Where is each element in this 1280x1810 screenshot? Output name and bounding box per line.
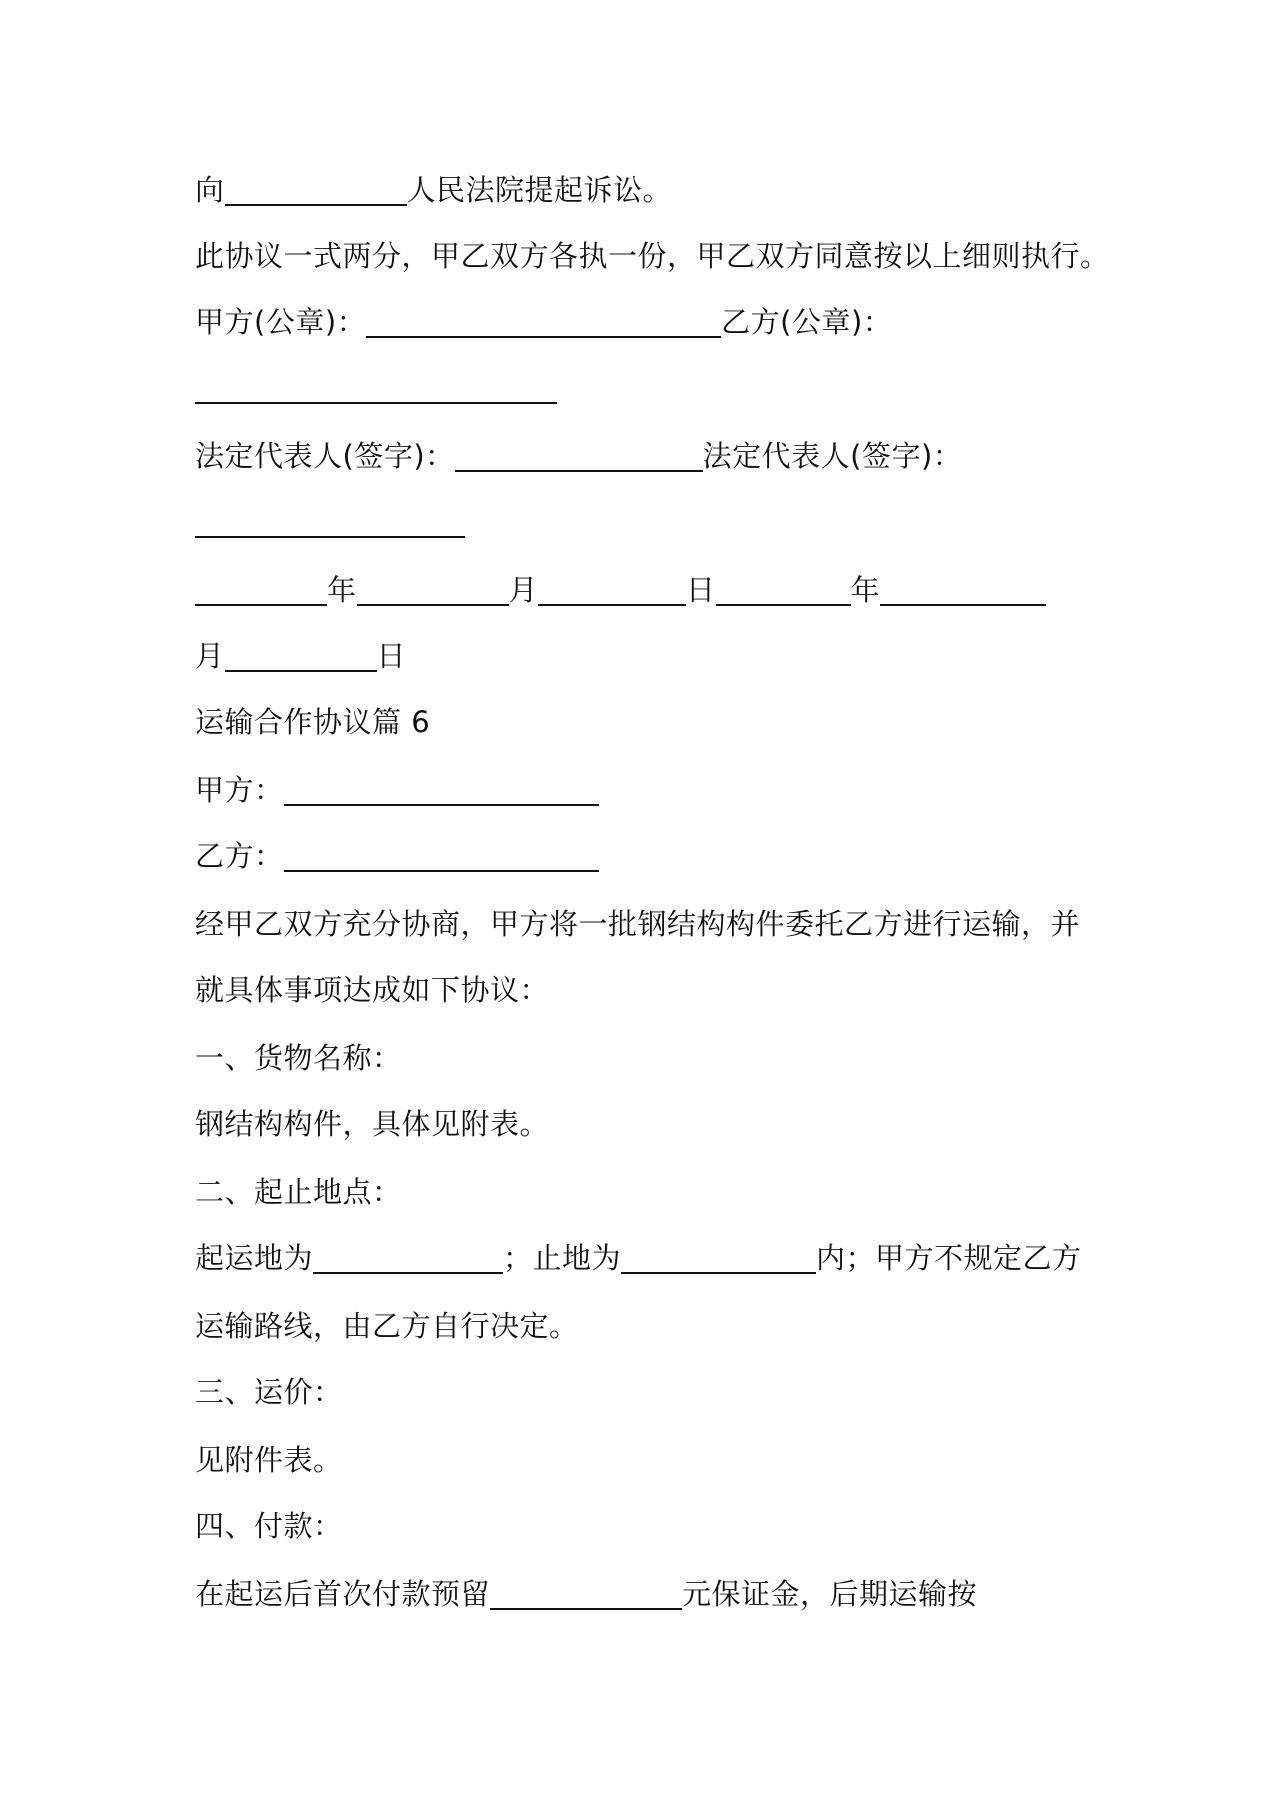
party-b-line	[195, 836, 599, 876]
blank-party-a	[284, 774, 599, 806]
blank-party-a-seal	[366, 306, 721, 338]
text-route-note: 内；甲方不规定乙方	[816, 1241, 1082, 1275]
label-day-b: 日	[376, 639, 407, 673]
label-party-b-rep: 法定代表人(签字)：	[702, 439, 963, 473]
label-day-a: 日	[686, 573, 716, 607]
blank-party-b	[284, 840, 599, 872]
text-s4-head: 四、付款：	[195, 1509, 343, 1543]
seal-line	[195, 302, 892, 342]
blank-date-a-year	[195, 574, 327, 606]
date-line-1	[195, 570, 1046, 610]
label-party-b-seal: 乙方(公章)：	[721, 305, 893, 339]
blank-date-b-day	[225, 640, 377, 672]
text-court-prefix: 向	[195, 173, 225, 207]
text-s3-body: 见附件表。	[195, 1443, 343, 1477]
section-3-heading	[195, 1372, 343, 1412]
copies-line	[195, 236, 1110, 276]
label-year-b: 年	[850, 573, 881, 607]
text-s1-body: 钢结构构件，具体见附表。	[195, 1107, 550, 1141]
blank-destination	[621, 1242, 816, 1274]
rep-line	[195, 436, 962, 476]
text-title: 运输合作协议篇 6	[195, 705, 431, 739]
text-copies: 此协议一式两分，甲乙双方各执一份，甲乙双方同意按以上细则执行。	[195, 239, 1110, 273]
text-intro-2: 就具体事项达成如下协议：	[195, 973, 550, 1007]
section-4-heading	[195, 1506, 343, 1546]
section-1-body	[195, 1104, 549, 1144]
blank-court	[225, 174, 407, 206]
label-party-a-seal: 甲方(公章)：	[195, 305, 367, 339]
intro-line-1	[195, 904, 1080, 944]
court-line	[195, 170, 672, 210]
text-s1-head: 一、货物名称：	[195, 1041, 402, 1075]
blank-date-b-month	[880, 574, 1046, 606]
label-deposit: 在起运后首次付款预留	[195, 1577, 491, 1611]
blank-party-a-rep	[455, 440, 703, 472]
text-court-suffix: 人民法院提起诉讼。	[406, 173, 673, 207]
text-deposit-suffix: 元保证金，后期运输按	[682, 1577, 978, 1611]
party-a-line	[195, 770, 599, 810]
intro-line-2	[195, 970, 549, 1010]
date-line-2	[195, 636, 406, 676]
section-2-heading	[195, 1172, 402, 1212]
blank-date-a-month	[357, 574, 509, 606]
blank-deposit	[490, 1578, 682, 1610]
label-month-b: 月	[195, 639, 225, 673]
section-3-body	[195, 1440, 343, 1480]
section-4-body	[195, 1574, 977, 1614]
label-party-b: 乙方：	[195, 839, 284, 873]
section-1-heading	[195, 1038, 402, 1078]
label-party-a: 甲方：	[195, 773, 284, 807]
blank-date-b-year	[716, 574, 851, 606]
label-destination: ；止地为	[503, 1241, 622, 1275]
blank-date-a-day	[538, 574, 686, 606]
label-month-a: 月	[508, 573, 539, 607]
label-party-a-rep: 法定代表人(签字)：	[195, 439, 455, 473]
blank-origin	[313, 1242, 503, 1274]
label-origin: 起运地为	[195, 1241, 314, 1275]
text-s2-body-2: 运输路线，由乙方自行决定。	[195, 1309, 579, 1343]
label-year-a: 年	[327, 573, 357, 607]
text-intro-1: 经甲乙双方充分协商，甲方将一批钢结构构件委托乙方进行运输，并	[195, 907, 1081, 941]
text-s3-head: 三、运价：	[195, 1375, 343, 1409]
blank-party-b-rep	[195, 506, 465, 538]
section-2-body-1	[195, 1238, 1082, 1278]
text-s2-head: 二、起止地点：	[195, 1175, 402, 1209]
seal-continuation-line	[195, 368, 557, 408]
blank-party-b-seal	[195, 372, 557, 404]
section-2-body-2	[195, 1306, 579, 1346]
rep-continuation-line	[195, 502, 465, 542]
section-title	[195, 702, 430, 742]
